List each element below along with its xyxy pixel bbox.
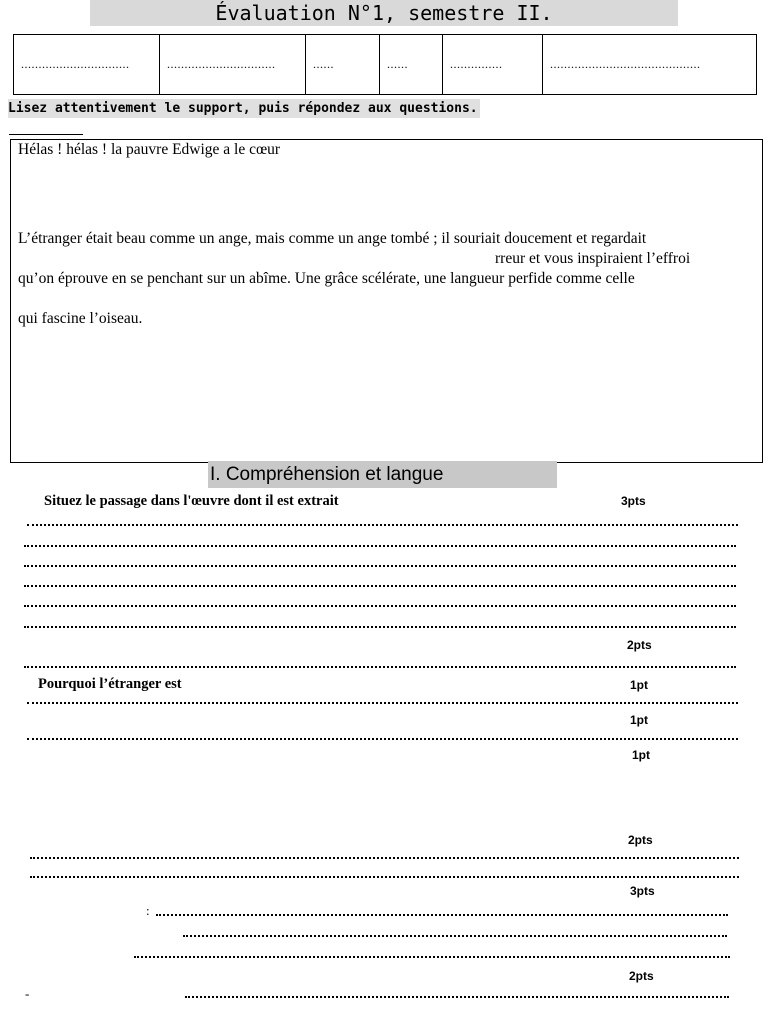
answer-line[interactable] <box>183 935 727 937</box>
answer-line[interactable] <box>185 996 729 998</box>
points-6: 2pts <box>628 833 653 847</box>
answer-line[interactable] <box>134 956 730 958</box>
answer-line[interactable] <box>27 702 738 704</box>
support-line-4: qu’on éprouve en se penchant sur un abîme. Une grâce scélérate, une langueur perfide comme celle <box>18 270 635 287</box>
answer-line[interactable] <box>27 524 738 526</box>
points-3: 1pt <box>630 678 648 692</box>
answer-line[interactable] <box>156 914 728 916</box>
support-line-1: Hélas ! hélas ! la pauvre Edwige a le cœur <box>18 141 281 158</box>
points-4: 1pt <box>630 713 648 727</box>
answer-line[interactable] <box>24 605 736 607</box>
info-field-3[interactable]: ...... <box>306 35 380 95</box>
colon-mark: : <box>146 903 150 918</box>
points-5: 1pt <box>632 748 650 762</box>
support-line-5: qui fascine l’oiseau. <box>18 310 143 327</box>
points-7: 3pts <box>630 884 655 898</box>
instruction-text: Lisez attentivement le support, puis répondez aux questions. <box>8 101 478 116</box>
info-field-6[interactable]: ........................................... <box>543 35 757 95</box>
info-field-2[interactable]: ............................... <box>160 35 306 95</box>
support-line-2: L’étranger était beau comme un ange, mais comme un ange tombé ; il souriait doucement et regardait <box>18 230 647 247</box>
dash-mark: - <box>25 986 30 1001</box>
points-8: 2pts <box>629 969 654 983</box>
info-field-1[interactable]: ............................... <box>14 35 160 95</box>
answer-line[interactable] <box>24 666 736 668</box>
answer-line[interactable] <box>24 626 736 628</box>
answer-line[interactable] <box>24 565 736 567</box>
evaluation-title: Évaluation N°1, semestre II. <box>90 0 678 26</box>
student-info-table <box>13 34 757 95</box>
answer-line[interactable] <box>30 876 739 878</box>
points-1: 3pts <box>621 494 646 508</box>
info-field-5[interactable]: ............... <box>443 35 543 95</box>
divider-rule <box>9 134 83 135</box>
points-2: 2pts <box>627 638 652 652</box>
info-field-4[interactable]: ...... <box>380 35 443 95</box>
question-1: Situez le passage dans l'œuvre dont il est extrait <box>44 493 339 509</box>
answer-line[interactable] <box>30 857 739 859</box>
answer-line[interactable] <box>27 738 738 740</box>
answer-line[interactable] <box>24 545 736 547</box>
question-2: Pourquoi l’étranger est <box>38 676 182 692</box>
section-title: I. Compréhension et langue <box>208 461 557 488</box>
support-text-box <box>10 139 763 463</box>
support-line-3: rreur et vous inspiraient l’effroi <box>495 250 691 267</box>
answer-line[interactable] <box>24 585 736 587</box>
